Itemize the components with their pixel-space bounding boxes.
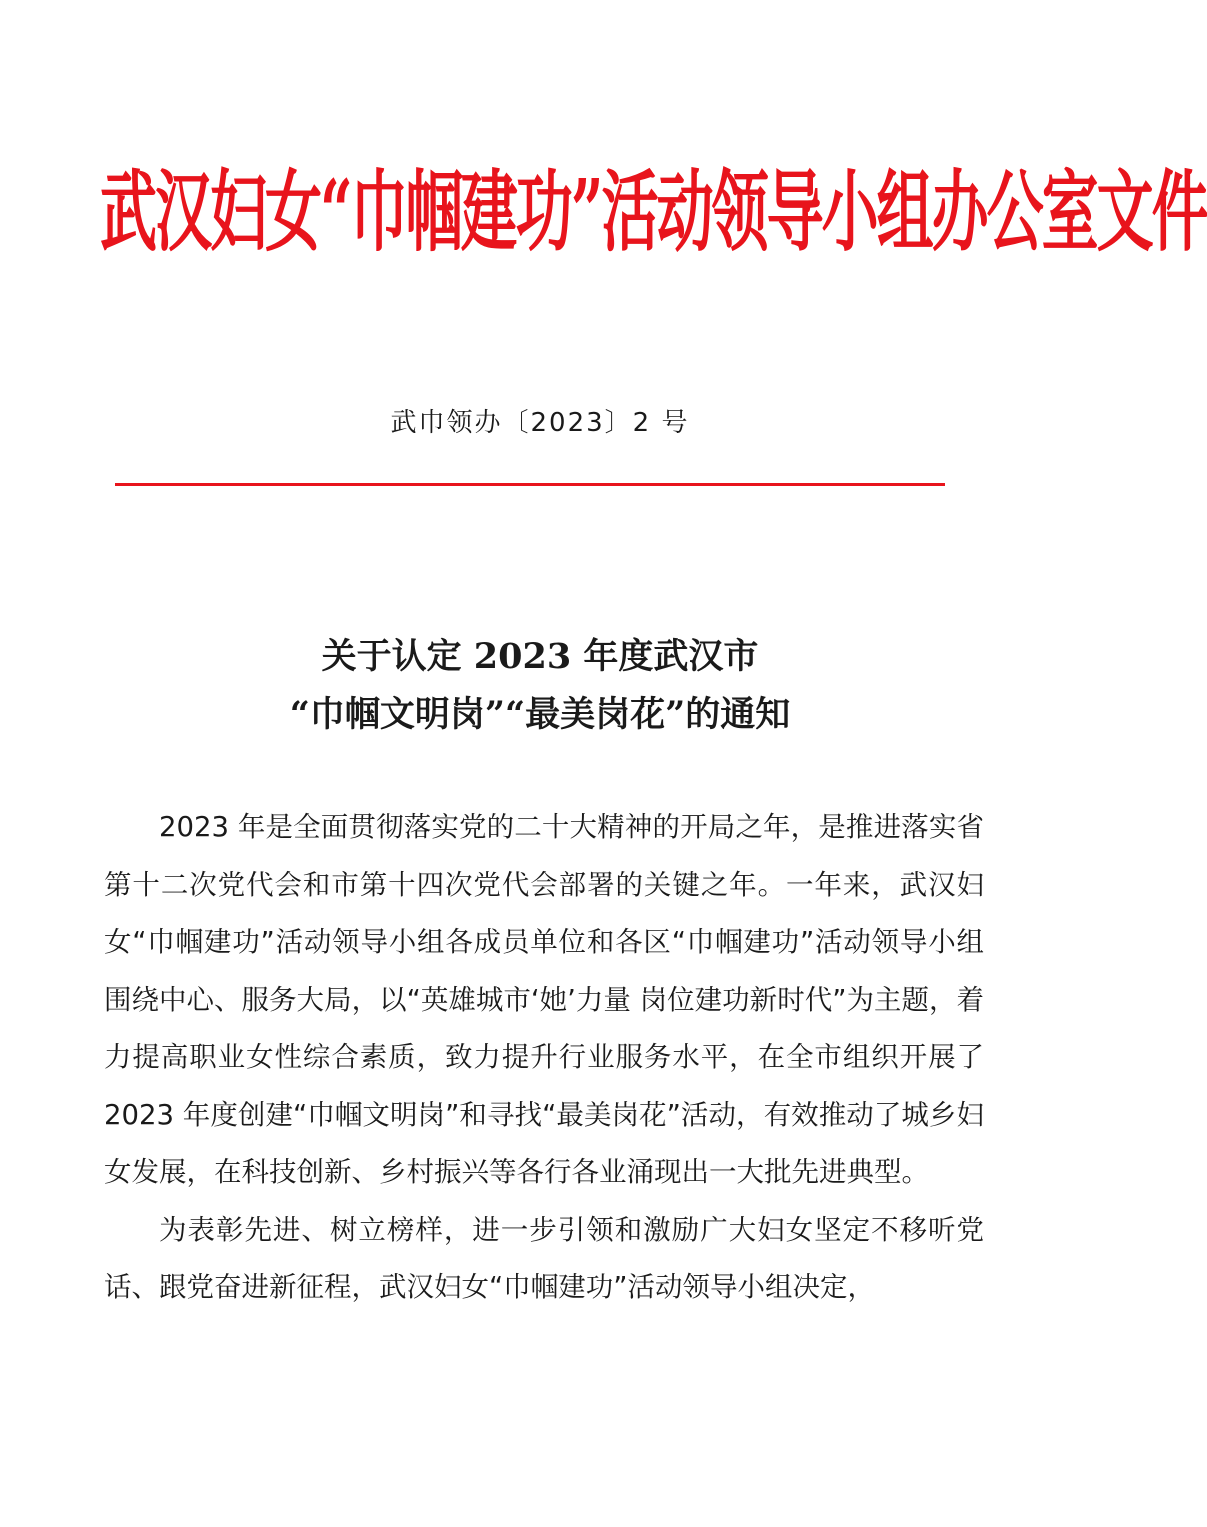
document-title-line-1: 关于认定 2023 年度武汉市	[321, 636, 759, 677]
masthead-title: 武汉妇女“巾帼建功”活动领导小组办公室文件	[100, 160, 1207, 265]
document-number: 武巾领办〔2023〕2 号	[390, 408, 690, 438]
red-divider-rule	[115, 483, 945, 486]
body-paragraph-1: 2023 年是全面贯彻落实党的二十大精神的开局之年，是推进落实省第十二次党代会和市第十四次党代会部署的关键之年。一年来，武汉妇女“巾帼建功”活动领导小组各成员单位和各区“巾帼建功”活动领导小组围绕中心、服务大局，以“英雄城市‘她’力量 岗位建功新时代”为主题，着力提高职业女性综合素质，致力提升行业服务水平，在全市组织开展了 2023 年度创建“巾帼文明岗”和寻找“最美岗花”活动，有效推动了城乡妇女发展，在科技创新、乡村振兴等各行各业涌现出一大批先进典型。	[104, 811, 984, 1188]
document-body	[104, 799, 984, 1317]
document-title-line-2: “巾帼文明岗”“最美岗花”的通知	[289, 694, 791, 735]
body-paragraph-2: 为表彰先进、树立榜样，进一步引领和激励广大妇女坚定不移听党话、跟党奋进新征程，武汉妇女“巾帼建功”活动领导小组决定，	[104, 1213, 984, 1303]
document-title	[0, 628, 1080, 744]
